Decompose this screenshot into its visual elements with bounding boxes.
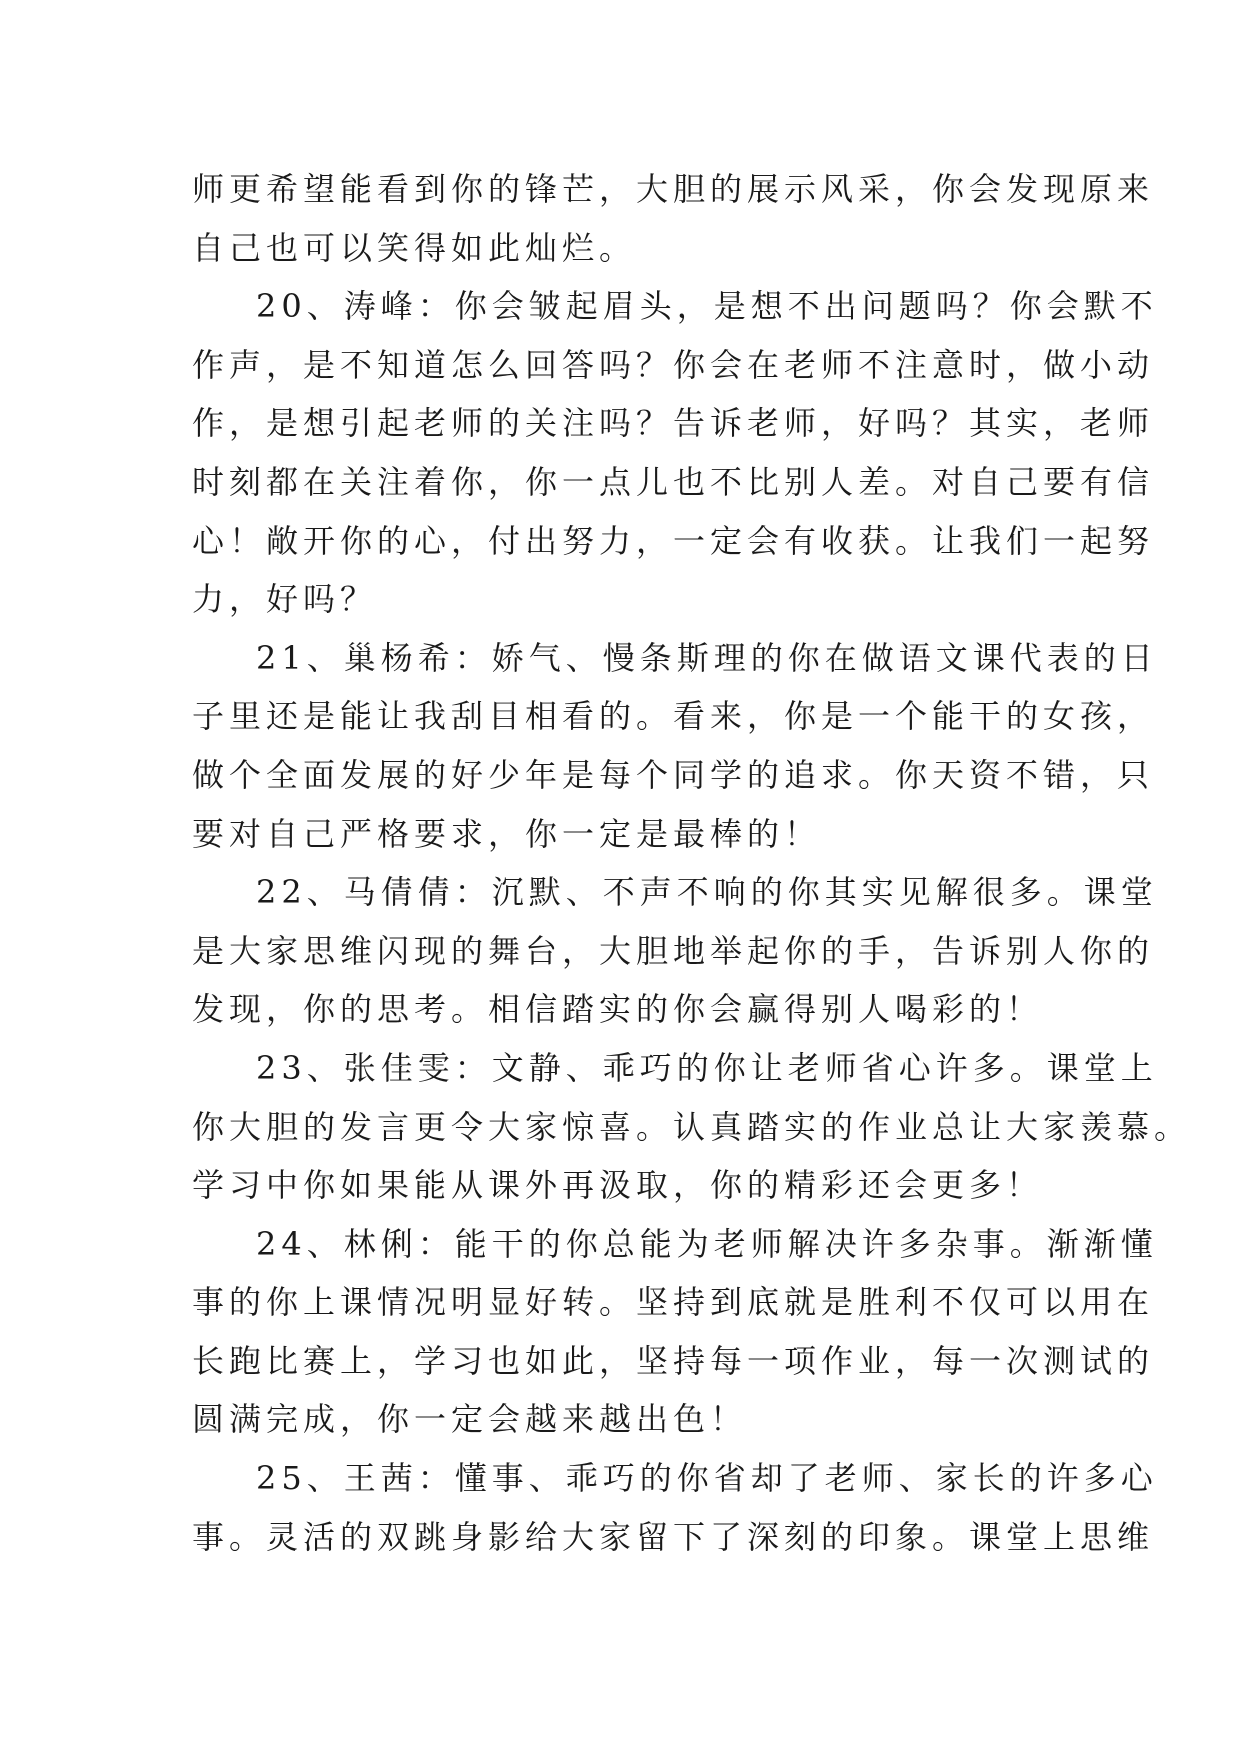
body-text [192,160,1192,1566]
text-line: 力，好吗？ [192,580,378,619]
text-line: 长跑比赛上，学习也如此，坚持每一项作业，每一次测试的 [192,1341,1155,1380]
text-line: 要对自己严格要求，你一定是最棒的！ [192,814,822,853]
text-line: 师更希望能看到你的锋芒，大胆的展示风采，你会发现原来 [192,170,1155,208]
text-line: 子里还是能让我刮目相看的。看来，你是一个能干的女孩， [192,697,1155,736]
text-line: 时刻都在关注着你，你一点儿也不比别人差。对自己要有信 [192,462,1155,501]
paragraph-start-line: 24、林俐：能干的你总能为老师解决许多杂事。渐渐懂 [256,1224,1158,1263]
paragraph-start-line: 20、涛峰：你会皱起眉头，是想不出问题吗？你会默不 [256,287,1158,326]
paragraph-start-line: 25、王茜：懂事、乖巧的你省却了老师、家长的许多心 [256,1459,1158,1498]
text-line: 是大家思维闪现的舞台，大胆地举起你的手，告诉别人你的 [192,931,1155,970]
text-line: 学习中你如果能从课外再汲取，你的精彩还会更多！ [192,1166,1044,1205]
text-line: 作，是想引起老师的关注吗？告诉老师，好吗？其实，老师 [192,404,1155,443]
paragraph-start-line: 23、张佳雯：文静、乖巧的你让老师省心许多。课堂上 [256,1048,1158,1087]
text-line: 发现，你的思考。相信踏实的你会赢得别人喝彩的！ [192,990,1044,1029]
paragraph-start-line: 22、马倩倩：沉默、不声不响的你其实见解很多。课堂 [256,873,1158,912]
text-line: 事的你上课情况明显好转。坚持到底就是胜利不仅可以用在 [192,1283,1155,1322]
text-line: 做个全面发展的好少年是每个同学的追求。你天资不错，只 [192,755,1155,794]
text-line: 作声，是不知道怎么回答吗？你会在老师不注意时，做小动 [192,345,1155,384]
paragraph-start-line: 21、巢杨希：娇气、慢条斯理的你在做语文课代表的日 [256,638,1158,677]
text-line: 你大胆的发言更令大家惊喜。认真踏实的作业总让大家羡慕。 [192,1107,1192,1146]
text-line: 圆满完成，你一定会越来越出色！ [192,1400,748,1439]
text-line: 自己也可以笑得如此灿烂。 [192,228,637,267]
text-line: 心！敞开你的心，付出努力，一定会有收获。让我们一起努 [192,521,1155,560]
text-line: 事。灵活的双跳身影给大家留下了深刻的印象。课堂上思维 [192,1517,1155,1556]
